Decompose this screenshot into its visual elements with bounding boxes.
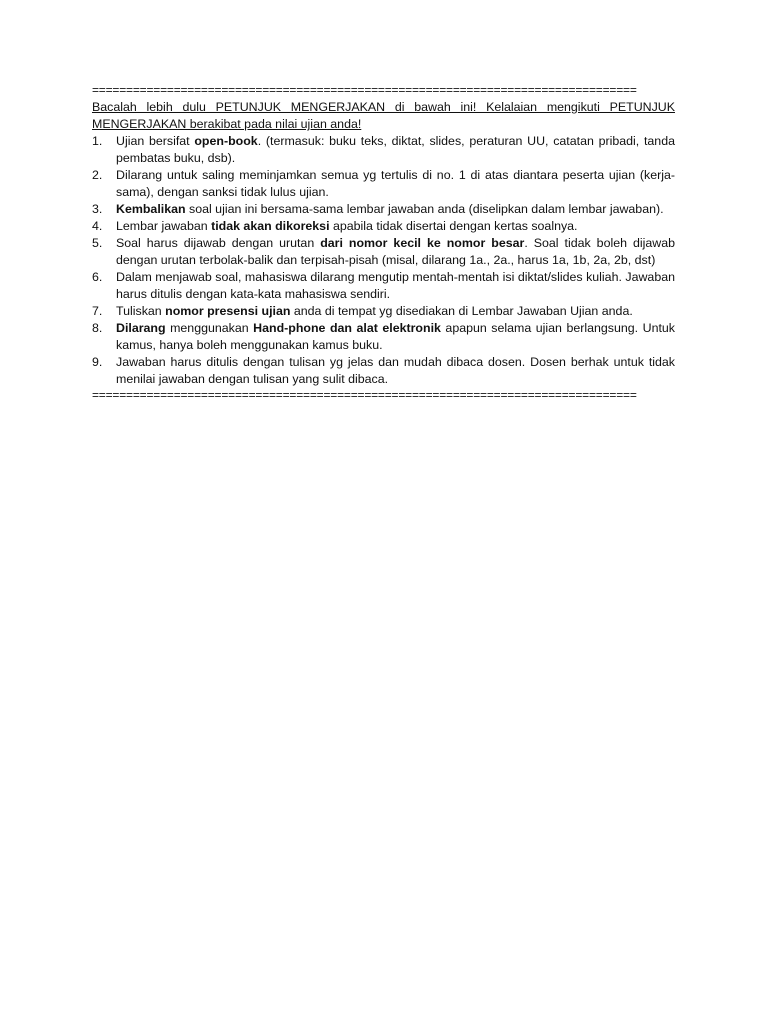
list-item (92, 133, 675, 167)
list-item (92, 218, 675, 235)
instructions-block (92, 84, 675, 402)
item-number: 5. (92, 236, 103, 250)
item-number: 8. (92, 321, 103, 335)
item-text: Dilarang untuk saling meminjamkan semua yg tertulis di no. 1 di atas diantara peserta ujian (kerja-sama), dengan sanksi tidak lulus ujian. (116, 168, 675, 199)
item-number: 1. (92, 134, 103, 148)
separator-bottom: ================================================================================ (92, 389, 637, 402)
separator-top: ================================================================================ (92, 84, 637, 97)
item-text: Ujian bersifat open-book. (termasuk: buku teks, diktat, slides, peraturan UU, catatan pribadi, tanda pembatas buku, dsb). (116, 134, 675, 165)
list-item (92, 167, 675, 201)
emphasis: Hand-phone dan alat elektronik (253, 321, 441, 335)
list-item (92, 303, 675, 320)
emphasis: tidak akan dikoreksi (211, 219, 330, 233)
warning-text: Bacalah lebih dulu PETUNJUK MENGERJAKAN di bawah ini! Kelalaian mengikuti PETUNJUK MENGERJAKAN berakibat pada nilai ujian anda! (92, 100, 675, 131)
item-text: Jawaban harus ditulis dengan tulisan yg jelas dan mudah dibaca dosen. Dosen berhak untuk tidak menilai jawaban dengan tulisan yang sulit dibaca. (116, 355, 675, 386)
item-text: Lembar jawaban tidak akan dikoreksi apabila tidak disertai dengan kertas soalnya. (116, 219, 578, 233)
item-number: 3. (92, 202, 103, 216)
item-text: Dalam menjawab soal, mahasiswa dilarang mengutip mentah-mentah isi diktat/slides kuliah. Jawaban harus ditulis dengan kata-kata mahasiswa sendiri. (116, 270, 675, 301)
instructions-list (92, 133, 675, 388)
item-number: 9. (92, 355, 103, 369)
item-text: Tuliskan nomor presensi ujian anda di tempat yg disediakan di Lembar Jawaban Ujian anda. (116, 304, 633, 318)
emphasis: Dilarang (116, 321, 166, 335)
item-text: Soal harus dijawab dengan urutan dari nomor kecil ke nomor besar. Soal tidak boleh dijawab dengan urutan terbolak-balik dan terpisah-pisah (misal, dilarang 1a., 2a., harus 1a, 1b, 2a, 2b, dst) (116, 236, 675, 267)
emphasis: nomor presensi ujian (165, 304, 291, 318)
emphasis: Kembalikan (116, 202, 186, 216)
list-item (92, 354, 675, 388)
item-text: Dilarang menggunakan Hand-phone dan alat elektronik apapun selama ujian berlangsung. Untuk kamus, hanya boleh menggunakan kamus buku. (116, 321, 675, 352)
item-number: 2. (92, 168, 103, 182)
list-item (92, 269, 675, 303)
list-item (92, 320, 675, 354)
item-text: Kembalikan soal ujian ini bersama-sama lembar jawaban anda (diselipkan dalam lembar jawaban). (116, 202, 664, 216)
list-item (92, 201, 675, 218)
list-item (92, 235, 675, 269)
item-number: 7. (92, 304, 103, 318)
emphasis: open-book (194, 134, 258, 148)
emphasis: dari nomor kecil ke nomor besar (320, 236, 525, 250)
item-number: 4. (92, 219, 103, 233)
item-number: 6. (92, 270, 103, 284)
